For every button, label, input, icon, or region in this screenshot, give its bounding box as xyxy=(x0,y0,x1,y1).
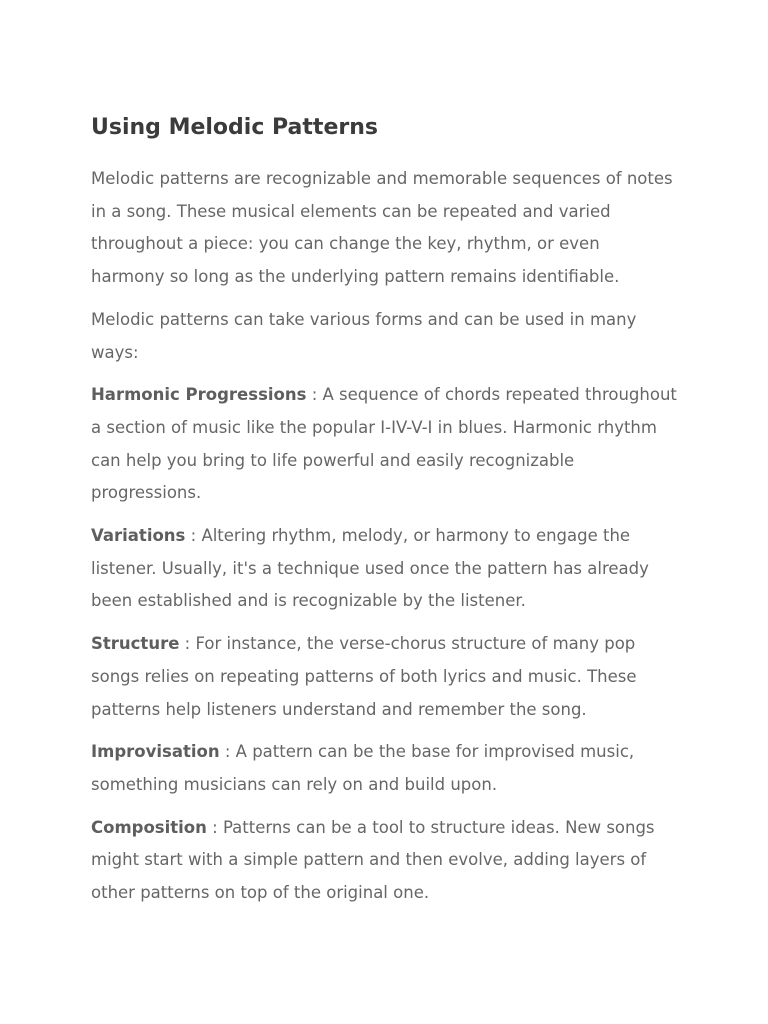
intro-paragraph: Melodic patterns can take various forms and can be used in many ways: xyxy=(91,309,637,362)
item-description: : Altering rhythm, melody, or harmony to engage the listener. Usually, it's a technique used once the pattern has already been established and is recognizable by the listener. xyxy=(91,526,649,611)
list-item xyxy=(91,628,678,726)
item-description: : Patterns can be a tool to structure ideas. New songs might start with a simple pattern and then evolve, adding layers of other patterns on top of the original one. xyxy=(91,817,655,903)
intro-paragraph: Melodic patterns are recognizable and memorable sequences of notes in a song. These musical elements can be repeated and varied throughout a piece: you can change the key, rhythm, or even harmony so long as the underlying pattern remains identifiable. xyxy=(91,169,673,287)
list-item xyxy=(91,379,678,510)
list-item xyxy=(91,520,678,618)
item-description: : A sequence of chords repeated throughout a section of music like the popular I-IV-V-I in blues. Harmonic rhythm can help you bring to life powerful and easily recognizable progressions. xyxy=(91,385,677,503)
item-term: Composition xyxy=(91,817,207,837)
item-description: : For instance, the verse-chorus structure of many pop songs relies on repeating patterns of both lyrics and music. These patterns help listeners understand and remember the song. xyxy=(91,634,637,719)
item-term: Harmonic Progressions xyxy=(91,385,307,405)
list-item xyxy=(91,736,678,801)
page-title: Using Melodic Patterns xyxy=(91,115,378,140)
item-term: Improvisation xyxy=(91,742,220,762)
item-term: Variations xyxy=(91,526,186,546)
item-term: Structure xyxy=(91,634,180,654)
item-description: : A pattern can be the base for improvised music, something musicians can rely on and build upon. xyxy=(91,742,635,794)
list-item xyxy=(91,812,678,910)
